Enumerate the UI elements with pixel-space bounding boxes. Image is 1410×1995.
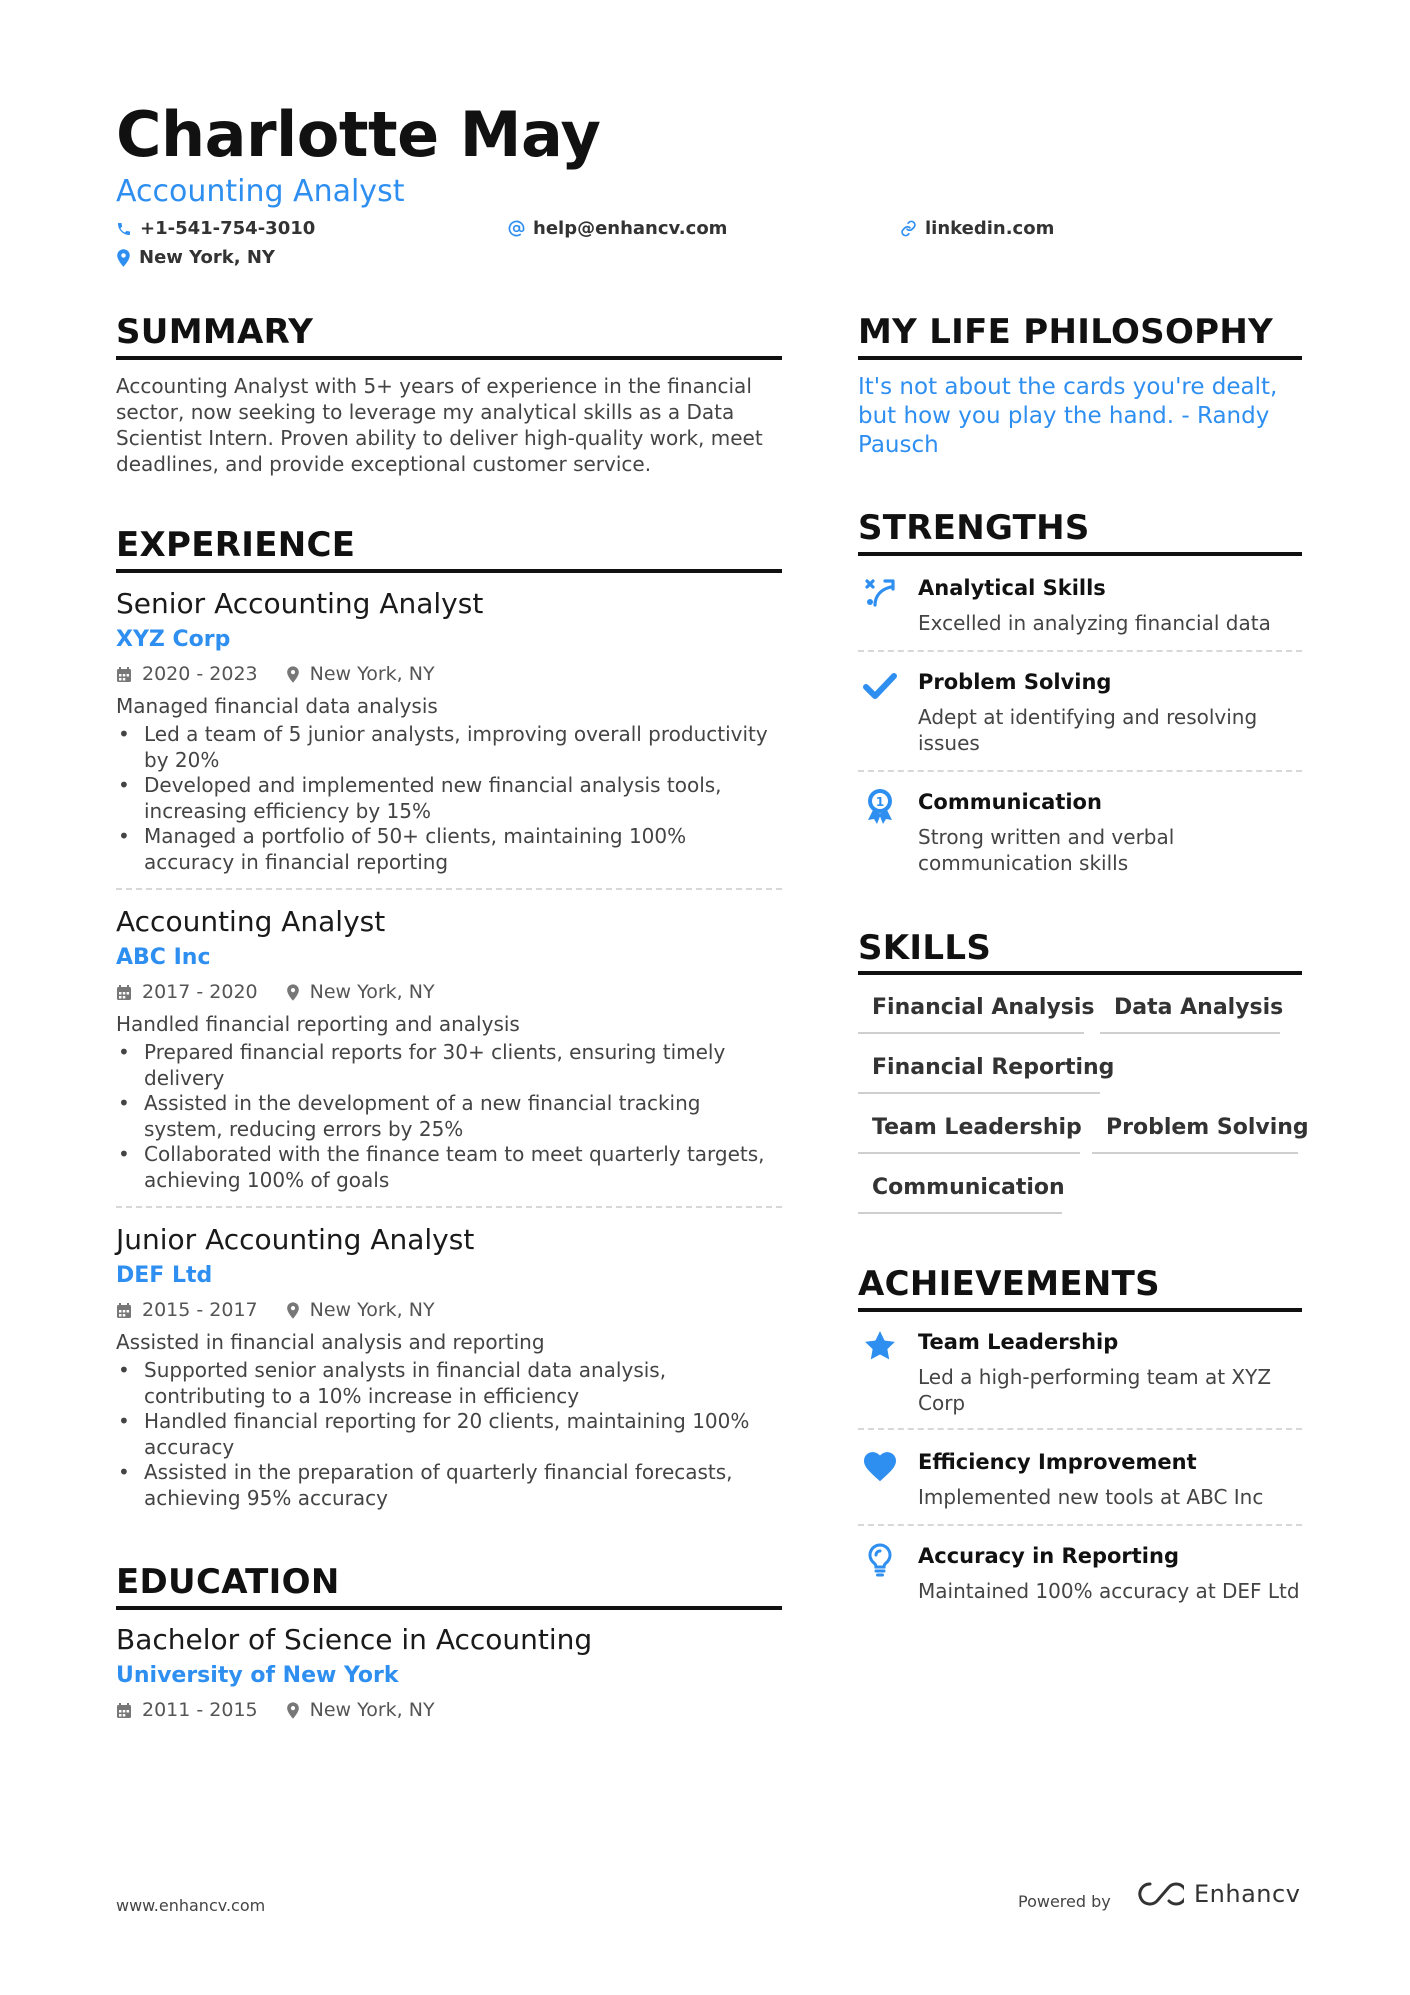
degree-title: Bachelor of Science in Accounting: [116, 1623, 593, 1656]
location-pin-icon: [286, 1302, 300, 1319]
achievement-description: Implemented new tools at ABC Inc: [918, 1485, 1264, 1509]
calendar-icon: [116, 666, 132, 683]
education-entry: [116, 1622, 782, 1724]
school-name: University of New York: [116, 1663, 399, 1688]
candidate-role: Accounting Analyst: [116, 174, 405, 209]
lightbulb-icon: [862, 1542, 898, 1578]
education-heading: EDUCATION: [116, 1562, 340, 1602]
strength-title: Communication: [918, 790, 1102, 814]
job-bullets: [116, 1040, 782, 1193]
job-dates: 2015 - 2017: [116, 1296, 258, 1324]
bullet-item: • Developed and implemented new financial analysis tools, increasing efficiency by 15%: [116, 773, 782, 824]
contact-location: [116, 247, 275, 268]
job-meta: [116, 1296, 782, 1324]
strength-item: [858, 788, 1302, 878]
entry-divider: [116, 1206, 782, 1208]
strength-title: Analytical Skills: [918, 576, 1106, 600]
calendar-icon: [116, 1302, 132, 1319]
footer-logo[interactable]: [1136, 1880, 1300, 1908]
link-icon: [900, 220, 917, 237]
job-description: Assisted in financial analysis and reporting: [116, 1330, 545, 1354]
strategy-icon: [862, 574, 898, 610]
enhancv-logo-icon: [1136, 1880, 1184, 1908]
job-company: DEF Ltd: [116, 1263, 213, 1288]
checkmark-icon: [862, 668, 898, 704]
achievement-item: [858, 1542, 1302, 1612]
job-description: Managed financial data analysis: [116, 694, 438, 718]
job-bullets: [116, 1358, 782, 1511]
job-location: New York, NY: [286, 978, 435, 1006]
achievements-rule: [858, 1308, 1302, 1312]
strengths-heading: STRENGTHS: [858, 508, 1090, 548]
job-company: XYZ Corp: [116, 627, 231, 652]
job-dates: 2020 - 2023: [116, 660, 258, 688]
education-dates: 2011 - 2015: [116, 1696, 258, 1724]
skill-tag: Data Analysis: [1100, 988, 1280, 1034]
job-meta: [116, 978, 782, 1006]
skills-rule: [858, 971, 1302, 975]
bullet-item: • Collaborated with the finance team to meet quarterly targets, achieving 100% of goals: [116, 1142, 782, 1193]
item-divider: [858, 1428, 1302, 1430]
experience-entry: [116, 904, 782, 1193]
at-sign-icon: [508, 220, 525, 237]
job-company: ABC Inc: [116, 945, 211, 970]
strength-title: Problem Solving: [918, 670, 1112, 694]
job-dates: 2017 - 2020: [116, 978, 258, 1006]
experience-heading: EXPERIENCE: [116, 525, 356, 565]
candidate-name: Charlotte May: [116, 98, 601, 171]
item-divider: [858, 770, 1302, 772]
job-location: New York, NY: [286, 1296, 435, 1324]
philosophy-heading: MY LIFE PHILOSOPHY: [858, 312, 1274, 352]
bullet-item: • Prepared financial reports for 30+ clients, ensuring timely delivery: [116, 1040, 782, 1091]
skill-tag: Financial Analysis: [858, 988, 1084, 1034]
location-pin-icon: [116, 249, 131, 267]
achievement-description: Maintained 100% accuracy at DEF Ltd: [918, 1579, 1300, 1603]
skill-tag: Financial Reporting: [858, 1048, 1100, 1094]
job-title: Senior Accounting Analyst: [116, 587, 484, 620]
skill-tag: Problem Solving: [1092, 1108, 1298, 1154]
item-divider: [858, 650, 1302, 652]
item-divider: [858, 1524, 1302, 1526]
location-pin-icon: [286, 984, 300, 1001]
job-bullets: [116, 722, 782, 875]
education-location: New York, NY: [286, 1696, 435, 1724]
achievement-item: [858, 1328, 1302, 1418]
achievement-description: Led a high-performing team at XYZ Corp: [918, 1365, 1272, 1415]
skills-heading: SKILLS: [858, 928, 992, 968]
job-title: Junior Accounting Analyst: [116, 1223, 475, 1256]
phone-text: +1-541-754-3010: [140, 218, 316, 239]
calendar-icon: [116, 1702, 132, 1719]
bullet-item: • Assisted in the preparation of quarterly financial forecasts, achieving 95% accuracy: [116, 1460, 782, 1511]
experience-entry: [116, 586, 782, 875]
bullet-item: • Supported senior analysts in financial data analysis, contributing to a 10% increase in efficiency: [116, 1358, 782, 1409]
achievement-item: [858, 1448, 1302, 1518]
strengths-rule: [858, 552, 1302, 556]
contact-phone[interactable]: [116, 218, 315, 239]
svg-text:1: 1: [875, 795, 885, 809]
location-pin-icon: [286, 666, 300, 683]
award-ribbon-icon: [862, 788, 898, 824]
email-text: help@enhancv.com: [533, 218, 728, 239]
achievement-title: Efficiency Improvement: [918, 1450, 1197, 1474]
contact-linkedin[interactable]: [900, 218, 1054, 239]
education-meta: [116, 1696, 782, 1724]
achievements-heading: ACHIEVEMENTS: [858, 1264, 1160, 1304]
job-description: Handled financial reporting and analysis: [116, 1012, 520, 1036]
phone-icon: [116, 221, 132, 237]
bullet-item: • Handled financial reporting for 20 clients, maintaining 100% accuracy: [116, 1409, 782, 1460]
entry-divider: [116, 888, 782, 890]
strength-description: Adept at identifying and resolving issues: [918, 705, 1258, 755]
skill-tag: Communication: [858, 1168, 1062, 1214]
experience-entry: [116, 1222, 782, 1511]
location-pin-icon: [286, 1702, 300, 1719]
strength-item: [858, 668, 1302, 758]
achievement-title: Accuracy in Reporting: [918, 1544, 1179, 1568]
experience-rule: [116, 569, 782, 573]
bullet-item: • Assisted in the development of a new financial tracking system, reducing errors by 25%: [116, 1091, 782, 1142]
linkedin-text: linkedin.com: [925, 218, 1055, 239]
summary-rule: [116, 356, 782, 360]
bullet-item: • Led a team of 5 junior analysts, improving overall productivity by 20%: [116, 722, 782, 773]
bullet-item: • Managed a portfolio of 50+ clients, maintaining 100% accuracy in financial reporting: [116, 824, 782, 875]
footer-website[interactable]: www.enhancv.com: [116, 1896, 266, 1915]
summary-text: Accounting Analyst with 5+ years of experience in the financial sector, now seeking to leverage my analytical skills as a Data Scientist Intern. Proven ability to deliver high-quality work, meet deadlines, and provide exceptional customer service.: [116, 374, 763, 476]
location-text: New York, NY: [139, 247, 275, 268]
philosophy-quote: It's not about the cards you're dealt, but how you play the hand. - Randy Pausch: [858, 374, 1278, 458]
footer-brand: Enhancv: [1194, 1880, 1301, 1908]
contact-email[interactable]: [508, 218, 727, 239]
skill-tag: Team Leadership: [858, 1108, 1080, 1154]
calendar-icon: [116, 984, 132, 1001]
summary-heading: SUMMARY: [116, 312, 314, 352]
job-title: Accounting Analyst: [116, 905, 386, 938]
heart-icon: [862, 1448, 898, 1484]
strength-item: [858, 574, 1302, 644]
strength-description: Excelled in analyzing financial data: [918, 611, 1271, 635]
strength-description: Strong written and verbal communication skills: [918, 825, 1175, 875]
star-icon: [862, 1328, 898, 1364]
philosophy-rule: [858, 356, 1302, 360]
achievement-title: Team Leadership: [918, 1330, 1119, 1354]
job-meta: [116, 660, 782, 688]
footer-powered-by: Powered by: [1018, 1892, 1111, 1911]
education-rule: [116, 1606, 782, 1610]
job-location: New York, NY: [286, 660, 435, 688]
